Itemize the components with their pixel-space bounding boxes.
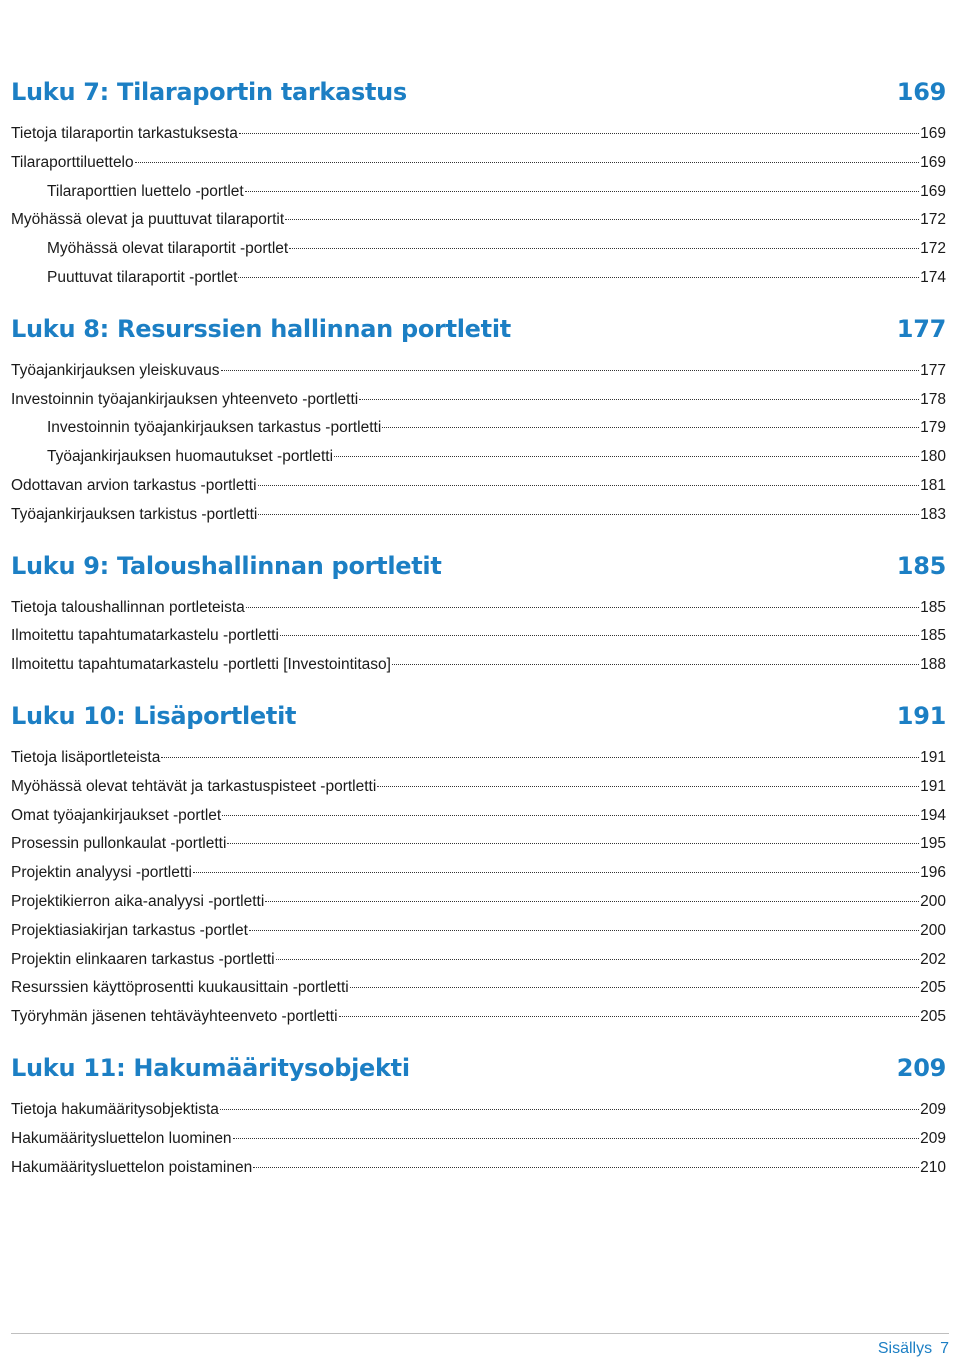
toc-entry-title: Puuttuvat tilaraportit -portlet — [47, 268, 238, 286]
toc-entry-title: Ilmoitettu tapahtumatarkastelu -portletti — [11, 627, 279, 645]
toc-entry-page: 209 — [920, 1100, 946, 1118]
dot-leader — [280, 635, 919, 636]
toc-entry-page: 200 — [920, 892, 946, 910]
chapter-page-number: 191 — [896, 701, 946, 730]
chapter-title: Luku 10: Lisäportletit — [11, 701, 297, 730]
page-footer — [870, 1340, 949, 1358]
chapter-heading[interactable] — [11, 315, 946, 347]
chapter-page-number: 177 — [896, 314, 946, 343]
dot-leader — [377, 786, 919, 787]
dot-leader — [161, 757, 919, 758]
toc-entry[interactable] — [11, 414, 946, 443]
toc-entry-page: 205 — [920, 979, 946, 997]
toc-entry-page: 178 — [920, 390, 946, 408]
toc-entry-page: 174 — [920, 268, 946, 286]
dot-leader — [339, 1016, 920, 1017]
chapter-heading[interactable] — [11, 552, 946, 584]
toc-entry[interactable] — [11, 501, 946, 530]
toc-entry[interactable] — [11, 1096, 946, 1125]
dot-leader — [258, 485, 920, 486]
dot-leader — [392, 664, 919, 665]
dot-leader — [239, 133, 919, 134]
toc-entry-title: Työajankirjauksen tarkistus -portletti — [11, 505, 258, 523]
toc-entry[interactable] — [11, 859, 946, 888]
chapter-title: Luku 7: Tilaraportin tarkastus — [11, 78, 407, 106]
footer-section-label: Sisällys — [877, 1340, 933, 1357]
footer-page-number: 7 — [940, 1340, 949, 1357]
toc-entry[interactable] — [11, 651, 946, 680]
chapter-spacer — [11, 1032, 946, 1054]
dot-leader — [258, 514, 919, 515]
toc-entry-page: 183 — [920, 505, 946, 523]
toc-entry-page: 195 — [920, 835, 946, 853]
dot-leader — [382, 427, 919, 428]
dot-leader — [220, 1109, 919, 1110]
toc-entry-title: Projektiasiakirjan tarkastus -portlet — [11, 921, 248, 939]
dot-leader — [193, 872, 919, 873]
toc-entry-title: Tilaraporttien luettelo -portlet — [47, 182, 244, 200]
toc-entry-title: Tietoja tilaraportin tarkastuksesta — [11, 125, 238, 142]
toc-chapter — [11, 78, 946, 293]
dot-leader — [334, 456, 919, 457]
toc-entry[interactable] — [11, 120, 946, 149]
toc-entry-page: 180 — [920, 448, 946, 466]
toc-entry-page: 194 — [920, 806, 946, 824]
toc-entry-title: Prosessin pullonkaulat -portletti — [11, 835, 227, 853]
dot-leader — [135, 162, 920, 163]
dot-leader — [276, 959, 920, 960]
toc-entry[interactable] — [11, 917, 946, 946]
toc-chapter — [11, 315, 946, 530]
dot-leader — [245, 191, 919, 192]
toc-entry-page: 196 — [920, 864, 946, 882]
toc-entry-title: Omat työajankirjaukset -portlet — [11, 806, 222, 824]
toc-entry-title: Ilmoitettu tapahtumatarkastelu -portletti [Investointitaso] — [11, 656, 391, 674]
toc-entry-title: Työajankirjauksen huomautukset -portletti — [47, 448, 334, 466]
toc-entry-title: Projektin elinkaaren tarkastus -portletti — [11, 950, 275, 968]
toc-entry-title: Projektin analyysi -portletti — [11, 864, 192, 882]
chapter-heading[interactable] — [11, 1054, 946, 1086]
toc-entry-title: Tietoja lisäportleteista — [11, 748, 161, 766]
chapter-page-number: 185 — [896, 551, 946, 580]
toc-entry[interactable] — [11, 744, 946, 773]
toc-entry-page: 202 — [920, 950, 946, 968]
toc-entry[interactable] — [11, 946, 946, 975]
toc-entry-page: 205 — [920, 1008, 946, 1026]
table-of-contents — [11, 78, 946, 1182]
toc-entry-page: 185 — [920, 627, 946, 645]
toc-entry[interactable] — [11, 830, 946, 859]
toc-chapter — [11, 702, 946, 1032]
toc-entry-page: 169 — [920, 182, 946, 200]
toc-entry-title: Myöhässä olevat tehtävät ja tarkastuspisteet -portletti — [11, 777, 377, 795]
toc-entry-page: 177 — [920, 361, 946, 379]
toc-entry-title: Hakumääritysluettelon luominen — [11, 1129, 232, 1147]
toc-entry-title: Myöhässä olevat ja puuttuvat tilaraportit — [11, 211, 285, 229]
dot-leader — [246, 607, 919, 608]
toc-entry-page: 172 — [920, 240, 946, 258]
dot-leader — [233, 1138, 920, 1139]
toc-entry[interactable] — [11, 802, 946, 831]
toc-entry-page: 172 — [920, 211, 946, 229]
toc-entry-title: Myöhässä olevat tilaraportit -portlet — [47, 240, 289, 258]
toc-entry[interactable] — [11, 888, 946, 917]
toc-entry-page: 191 — [920, 748, 946, 766]
toc-entry-title: Odottavan arvion tarkastus -portletti — [11, 476, 257, 494]
toc-entry-title: Hakumääritysluettelon poistaminen — [11, 1158, 253, 1176]
dot-leader — [227, 843, 919, 844]
toc-chapter — [11, 1054, 946, 1182]
toc-entry-title: Työajankirjauksen yleiskuvaus — [11, 361, 220, 379]
chapter-title: Luku 11: Hakumääritysobjekti — [11, 1053, 410, 1082]
toc-entry-title: Investoinnin työajankirjauksen tarkastus -portletti — [47, 419, 382, 437]
toc-entry[interactable] — [11, 443, 946, 472]
toc-entry[interactable] — [11, 622, 946, 651]
toc-entry[interactable] — [11, 235, 946, 264]
toc-entry[interactable] — [11, 1125, 946, 1154]
chapter-spacer — [11, 530, 946, 552]
dot-leader — [265, 901, 919, 902]
dot-leader — [289, 248, 919, 249]
dot-leader — [253, 1167, 919, 1168]
chapter-page-number: 209 — [896, 1053, 946, 1082]
toc-entry-page: 181 — [920, 476, 946, 494]
toc-entry[interactable] — [11, 974, 946, 1003]
toc-entry[interactable] — [11, 264, 946, 293]
toc-entry-page: 191 — [920, 777, 946, 795]
toc-chapter — [11, 552, 946, 680]
toc-entry[interactable] — [11, 773, 946, 802]
toc-entry-page: 169 — [920, 153, 946, 171]
toc-entry[interactable] — [11, 178, 946, 207]
toc-entry-title: Tilaraporttiluettelo — [11, 153, 134, 171]
toc-entry[interactable] — [11, 1154, 946, 1183]
toc-entry-page: 210 — [920, 1158, 946, 1176]
toc-entry-page: 169 — [920, 125, 946, 142]
toc-entry-page: 209 — [920, 1129, 946, 1147]
dot-leader — [221, 370, 920, 371]
toc-entry[interactable] — [11, 357, 946, 386]
chapter-heading[interactable] — [11, 78, 946, 110]
toc-entry-title: Työryhmän jäsenen tehtäväyhteenveto -portletti — [11, 1008, 338, 1026]
dot-leader — [359, 399, 919, 400]
chapter-spacer — [11, 293, 946, 315]
chapter-page-number: 169 — [896, 78, 946, 106]
toc-entry-title: Investoinnin työajankirjauksen yhteenveto -portletti — [11, 390, 359, 408]
toc-entry[interactable] — [11, 1003, 946, 1032]
toc-entry-title: Resurssien käyttöprosentti kuukausittain -portletti — [11, 979, 349, 997]
dot-leader — [350, 987, 919, 988]
toc-entry[interactable] — [11, 594, 946, 623]
chapter-title: Luku 8: Resurssien hallinnan portletit — [11, 314, 511, 343]
chapter-heading[interactable] — [11, 702, 946, 734]
footer-divider — [11, 1333, 949, 1334]
toc-entry[interactable] — [11, 472, 946, 501]
toc-entry[interactable] — [11, 386, 946, 415]
toc-entry-title: Projektikierron aika-analyysi -portletti — [11, 892, 265, 910]
dot-leader — [249, 930, 919, 931]
toc-entry-page: 188 — [920, 656, 946, 674]
toc-entry-title: Tietoja taloushallinnan portleteista — [11, 598, 245, 616]
toc-entry-page: 200 — [920, 921, 946, 939]
dot-leader — [238, 277, 919, 278]
chapter-spacer — [11, 680, 946, 702]
chapter-title: Luku 9: Taloushallinnan portletit — [11, 551, 442, 580]
dot-leader — [285, 219, 919, 220]
toc-entry-page: 179 — [920, 419, 946, 437]
toc-entry-title: Tietoja hakumääritysobjektista — [11, 1100, 219, 1118]
toc-entry[interactable] — [11, 149, 946, 178]
toc-entry-page: 185 — [920, 598, 946, 616]
toc-entry[interactable] — [11, 206, 946, 235]
dot-leader — [222, 815, 919, 816]
